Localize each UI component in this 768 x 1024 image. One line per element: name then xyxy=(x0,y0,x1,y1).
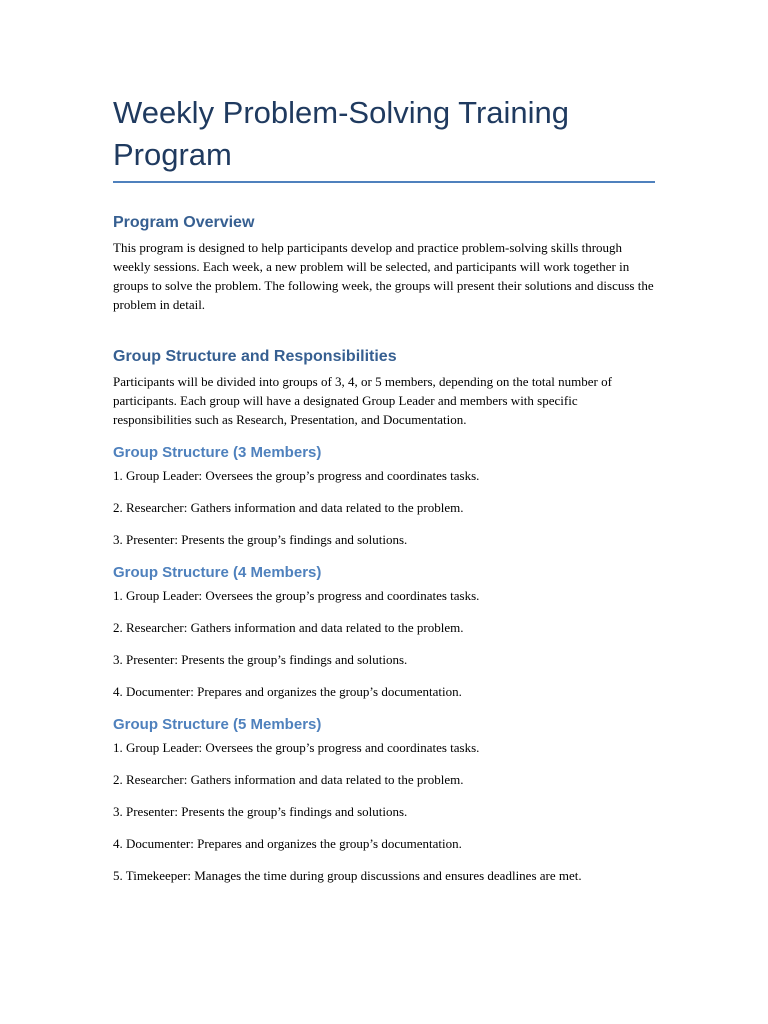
list-item: 3. Presenter: Presents the group’s findings and solutions. xyxy=(113,532,408,547)
program-overview-heading: Program Overview xyxy=(113,214,255,231)
section-program-overview xyxy=(113,213,655,314)
list-item: 1. Group Leader: Oversees the group’s progress and coordinates tasks. xyxy=(113,740,480,755)
group-5-heading: Group Structure (5 Members) xyxy=(113,716,322,733)
list-item: 3. Presenter: Presents the group’s findings and solutions. xyxy=(113,652,408,667)
section-group-structure xyxy=(113,347,655,885)
list-item: 5. Timekeeper: Manages the time during group discussions and ensures deadlines are met. xyxy=(113,868,582,883)
document-page xyxy=(113,92,655,898)
list-item: 2. Researcher: Gathers information and data related to the problem. xyxy=(113,500,464,515)
subsection-4-members xyxy=(113,563,655,701)
group-3-heading: Group Structure (3 Members) xyxy=(113,444,322,461)
list-item: 2. Researcher: Gathers information and data related to the problem. xyxy=(113,620,464,635)
list-item: 4. Documenter: Prepares and organizes the group’s documentation. xyxy=(113,684,462,699)
group-4-heading: Group Structure (4 Members) xyxy=(113,564,322,581)
document-title: Weekly Problem-Solving Training Program xyxy=(113,95,570,172)
group-4-list xyxy=(113,586,655,701)
list-item: 1. Group Leader: Oversees the group’s progress and coordinates tasks. xyxy=(113,588,480,603)
subsection-3-members xyxy=(113,443,655,549)
group-5-list xyxy=(113,738,655,885)
title-divider xyxy=(113,181,655,183)
subsection-5-members xyxy=(113,715,655,885)
list-item: 3. Presenter: Presents the group’s findings and solutions. xyxy=(113,804,408,819)
group-structure-heading: Group Structure and Responsibilities xyxy=(113,348,397,365)
list-item: 1. Group Leader: Oversees the group’s progress and coordinates tasks. xyxy=(113,468,480,483)
list-item: 2. Researcher: Gathers information and data related to the problem. xyxy=(113,772,464,787)
program-overview-text: This program is designed to help participants develop and practice problem-solving skills through weekly sessions. Each week, a new problem will be selected, and participants will work together in groups to solve the problem. The following week, the groups will present their solutions and discuss the problem in detail. xyxy=(113,240,654,312)
group-structure-text: Participants will be divided into groups of 3, 4, or 5 members, depending on the total number of participants. Each group will have a designated Group Leader and members with specific responsibilities such as Research, Presentation, and Documentation. xyxy=(113,374,612,427)
group-3-list xyxy=(113,466,655,549)
list-item: 4. Documenter: Prepares and organizes the group’s documentation. xyxy=(113,836,462,851)
